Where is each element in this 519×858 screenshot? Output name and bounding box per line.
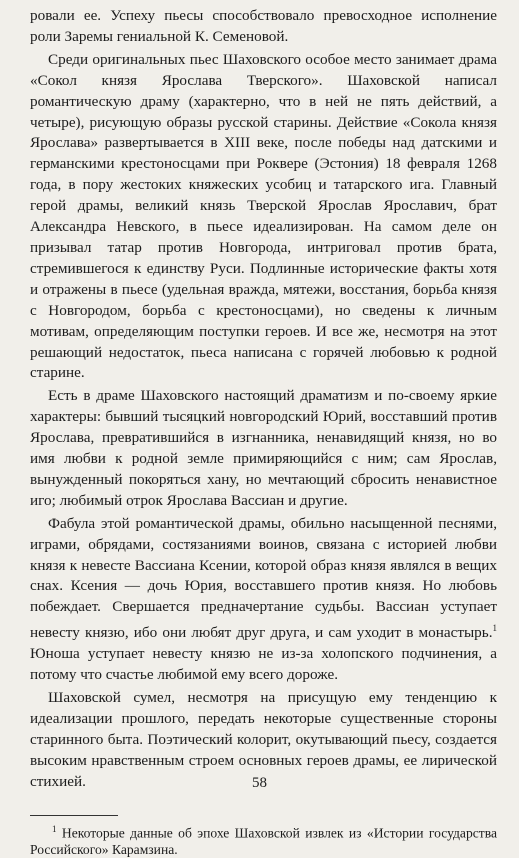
paragraph-continued: ровали ее. Успеху пьесы способствовало превосходное исполнение роли Заремы гениальной К. Семеновой. xyxy=(30,7,497,45)
plot-text: Фабула этой романтической драмы, обильно насыщенной песнями, играми, обрядами, состязаниями воинов, связана с историей любви князя к невесте Вассиана Ксении, которой образ князя являлся в вещих снах. Ксения — дочь Юрия, восставшего против князя. Но любовь побеждает. Свершается предначертание судьбы. Вассиан уступает невесту князю, ибо они любят друг друга, и сам уходит в монастырь. xyxy=(30,514,497,642)
plot-text-continued: Юноша уступает невесту князю не из-за холопского подчинения, а потому что счастье любимой ему всего дороже. xyxy=(30,645,497,684)
footnote-marker: 1 xyxy=(52,823,57,834)
paragraph-characters: Есть в драме Шаховского настоящий драматизм и по-своему яркие характеры: бывший тысяцкий новгородский Юрий, восставший против Ярослава, превратившийся в изгнанника, ненавидящий князя, но во имя любви к родной земле примиряющийся с ним; сам Ярослав, вынужденный покоряться хану, но мечтающий сбросить ненавистное иго; любимый отрок Ярослава Вассиан и другие. xyxy=(30,387,497,509)
footnote-divider xyxy=(30,815,118,816)
paragraph-plot xyxy=(30,514,497,686)
main-text xyxy=(30,6,497,793)
footnote xyxy=(30,821,497,858)
page-number: 58 xyxy=(252,775,267,791)
paragraph-conclusion: Шаховской сумел, несмотря на присущую ему тенденцию к идеализации прошлого, передать некоторые существенные стороны старинного быта. Поэтический колорит, окутывающий пьесу, создается высоким нравственным строем основных героев драмы, ее лирической стихией. xyxy=(30,689,497,790)
paragraph-falcon-drama: Среди оригинальных пьес Шаховского особое место занимает драма «Сокол князя Ярослава Тверского». Шаховской написал романтическую драму (характерно, что в ней не пять действий, а четыре), рисующую образы русской старины. Действие «Сокола князя Ярослава» развертывается в XIII веке, после победы над датскими и германскими крестоносцами при Роквере (Эстония) 18 февраля 1268 года, в пору жестоких княжеских усобиц и татарского ига. Главный герой драмы, великий князь Тверской Ярослав Ярославич, брат Александра Невского, в пьесе идеализирован. На самом деле он призывал татар против Новгорода, интриговал против брата, стремившегося к единству Руси. Подлинные исторические факты хотя и отражены в пьесе (удельная вражда, мятежи, восстания, борьба князя с Новгородом, борьба с крестоносцами), но сведены к личным мотивам, определяющим поступки героев. И все же, несмотря на этот решающий недостаток, пьеса написана с горячей любовью к родной старине. xyxy=(30,50,497,382)
footnote-ref[interactable]: 1 xyxy=(492,623,497,634)
footnote-text: Некоторые данные об эпохе Шаховской извлек из «Истории государства Российского» Карамзина. xyxy=(30,825,497,858)
